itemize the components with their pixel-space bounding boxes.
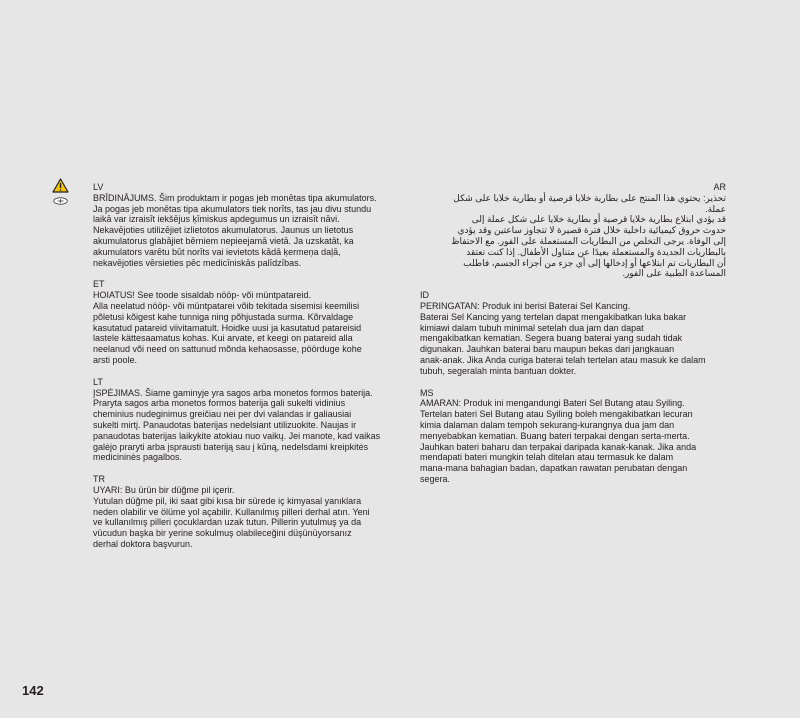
language-code: MS [420,387,434,398]
text-line: tubuh, segeralah minta bantuan dokter. [420,365,577,376]
text-line: nekavējoties vērsieties pēc medicīniskās palīdzības. [93,257,302,268]
text-line: akumulatorus glabājiet bērniem nepieejamā vietā. Ja uzskatāt, ka [93,235,354,246]
text-line: panaudotas baterijas laikykite atokiau nuo vaikų. Jei manote, kad vaikas [93,430,381,441]
text-line: ve kullanılmış pilleri çocuklardan uzak tutun. Pillerin yutulmuş ya da [93,517,362,528]
text-line: بالبطاريات الجديدة والمستعملة بعيدًا عن متناول الأطفال. إذا كنت تعتقد [466,246,726,257]
text-line: UYARI: Bu ürün bir düğme pil içerir. [93,484,235,495]
language-code: ID [420,290,429,301]
text-line: laikā var izraisīt iekšējus ķīmiskus apdegumus un izraisīt nāvi. [93,214,340,225]
text-line: galėjo praryti arba įsprausti bateriją sau į kūną, nedelsdami kreipkitės [93,441,369,452]
text-line: المساعدة الطبية على الفور. [622,268,726,279]
text-line: Nekavējoties utilizējiet izlietotos akumulatorus. Jaunus un lietotus [93,225,354,236]
text-line: عملة. [705,203,726,214]
language-code: AR [713,182,726,192]
text-line: derhal doktora başvurun. [93,538,193,549]
warning-block-lt [93,377,397,463]
text-line: حدوث حروق كيميائية داخلية خلال فترة قصيرة لا تتجاوز ساعتين وقد يؤدي [457,225,726,236]
language-code: LV [93,182,104,192]
text-line: neden olabilir ve ölüme yol açabilir. Kullanılmış pilleri derhal atın. Yeni [93,506,370,517]
text-line: neelanud või need on sattunud mõnda kehaosasse, pöörduge kohe [93,344,362,355]
button-battery-icon [53,197,68,205]
language-code: TR [93,474,105,485]
left-column [93,182,397,561]
warning-block-ar [420,182,726,279]
text-line: Praryta sagos arba monetos formos baterija gali sukelti vidinius [93,398,346,409]
text-line: قد يؤدي ابتلاع بطارية خلايا قرصية أو بطارية خلايا على شكل عملة إلى [471,214,726,225]
text-line: mana-mana bahagian badan, dapatkan rawatan perubatan dengan [420,463,688,474]
text-line: kasutatud patareid viivitamatult. Hoidke uusi ja kasutatud patareisid [93,322,362,333]
text-line: lastele kättesaamatus kohas. Kui arvate, et keegi on patareid alla [93,333,353,344]
text-line: akumulators varētu būt norīts vai ievietots kādā ķermeņa daļā, [93,246,341,257]
text-line: cheminius nudeginimus greičiau nei per dvi valandas ir galiausiai [93,409,352,420]
right-column [420,182,726,496]
text-line: mengakibatkan kematian. Segera buang baterai yang sudah tidak [420,333,683,344]
text-line: PERINGATAN: Produk ini berisi Baterai Sel Kancing. [420,300,631,311]
language-code: LT [93,376,103,387]
warning-block-et [93,279,397,365]
text-line: Tertelan bateri Sel Butang atau Syiling boleh mengakibatkan lecuran [420,409,693,420]
text-line: BRĪDINĀJUMS. Šim produktam ir pogas jeb monētas tipa akumulators. [93,192,377,203]
warning-block-lv [93,182,397,268]
warning-icons [52,178,70,205]
text-line: kimia dalaman dalam tempoh sekurang-kurangnya dua jam dan [420,419,675,430]
warning-block-ms [420,388,726,485]
language-code: ET [93,279,105,290]
text-line: Ja pogas jeb monētas tipa akumulators tiek norīts, tas jau divu stundu [93,203,372,214]
text-line: Alla neelatud nööp- või müntpatarei võib tekitada sisemisi keemilisi [93,300,360,311]
text-line: AMARAN: Produk ini mengandungi Bateri Sel Butang atau Syiling. [420,398,685,409]
page-number: 142 [22,683,44,698]
text-line: تحذير: يحتوي هذا المنتج على بطارية خلايا قرصية أو بطارية خلايا على شكل [453,192,726,203]
warning-block-tr [93,474,397,550]
text-line: إلى الوفاة. يرجى التخلص من البطاريات المستعملة على الفور. مع الاحتفاظ [451,235,726,246]
text-line: vücudun başka bir yerine sokulmuş olabileceğini düşünüyorsanız [93,528,352,539]
text-line: mendapati bateri mungkin telah ditelan atau termasuk ke dalam [420,452,674,463]
text-line: menyebabkan kematian. Buang bateri terpakai dengan serta-merta. [420,430,690,441]
text-line: ĮSPĖJIMAS. Šiame gaminyje yra sagos arba monetos formos baterija. [93,387,373,398]
text-line: Jauhkan bateri baharu dan terpakai daripada kanak-kanak. Jika anda [420,441,697,452]
text-line: أن البطاريات تم ابتلاعها أو إدخالها إلى أي جزء من أجزاء الجسم، فاطلب [463,257,726,268]
text-line: medicininės pagalbos. [93,452,183,463]
warning-block-id [420,290,726,376]
text-line: Baterai Sel Kancing yang tertelan dapat mengakibatkan luka bakar [420,311,687,322]
text-line: põletusi kõigest kahe tunniga ning põhjustada surma. Kõrvaldage [93,311,354,322]
text-line: HOIATUS! See toode sisaldab nööp- või müntpatareid. [93,290,311,301]
text-line: anak-anak. Jika Anda curiga baterai telah tertelan atau masuk ke dalam [420,354,706,365]
text-line: segera. [420,473,451,484]
text-line: arsti poole. [93,354,138,365]
warning-triangle-icon [52,178,69,193]
text-line: sukelti mirtį. Panaudotas baterijas nedelsiant utilizuokite. Naujas ir [93,419,357,430]
text-line: digunakan. Jauhkan baterai baru maupun bekas dari jangkauan [420,344,675,355]
text-line: kimiawi dalam tubuh minimal setelah dua jam dan dapat [420,322,644,333]
text-line: Yutulan düğme pil, iki saat gibi kısa bir sürede iç kimyasal yanıklara [93,495,362,506]
